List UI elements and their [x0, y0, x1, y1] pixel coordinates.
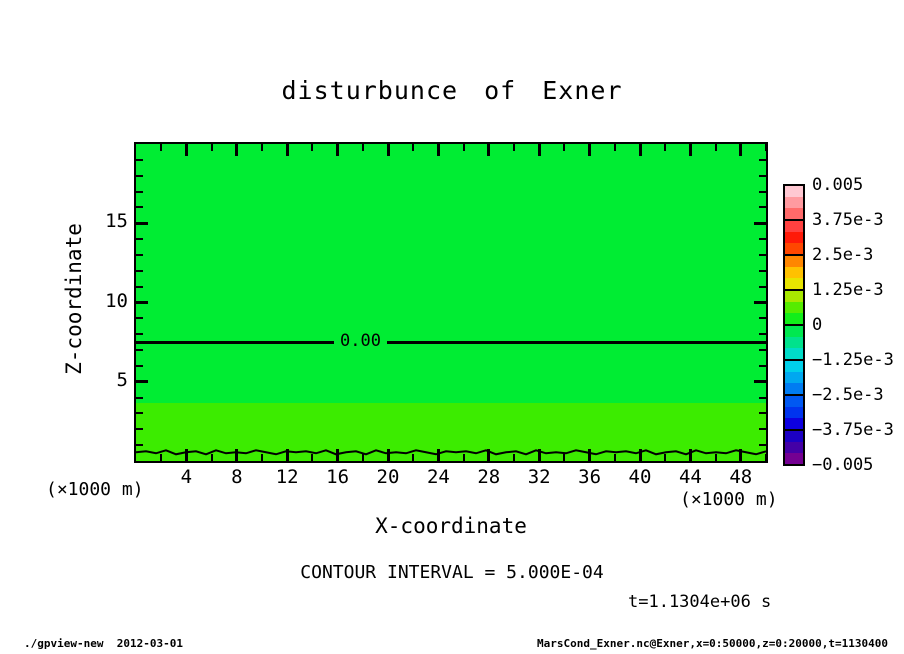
- colorbar-box-edge: [783, 324, 805, 326]
- y-minor-tick: [759, 270, 766, 272]
- y-minor-tick: [759, 238, 766, 240]
- y-minor-tick: [136, 317, 143, 319]
- x-tick-label: 40: [628, 466, 652, 488]
- x-major-tick: [639, 144, 642, 156]
- x-minor-tick: [513, 144, 515, 151]
- colorbar-box-edge: [783, 359, 805, 361]
- chart-title: disturbunce of Exner: [281, 76, 623, 105]
- colorbar-box-edge: [783, 219, 805, 221]
- y-minor-tick: [136, 238, 143, 240]
- x-major-tick: [538, 144, 541, 156]
- y-tick-label: 10: [105, 289, 128, 312]
- x-tick-label: 36: [578, 466, 602, 488]
- footer-file-text: MarsCond_Exner.nc@Exner,x=0:50000,z=0:20000,t=1130400: [537, 637, 888, 650]
- y-minor-tick: [759, 254, 766, 256]
- x-tick-label: 8: [231, 466, 243, 488]
- y-minor-tick: [136, 365, 143, 367]
- x-major-tick: [185, 144, 188, 156]
- x-major-tick: [588, 144, 591, 156]
- x-major-tick: [286, 144, 289, 156]
- x-minor-tick: [765, 144, 767, 151]
- surface-contour-line: [136, 442, 766, 463]
- plot-area: [134, 142, 768, 463]
- footer-command-text: ./gpview-new 2012-03-01: [24, 637, 183, 650]
- contour-interval-text: CONTOUR INTERVAL = 5.000E-04: [300, 562, 604, 583]
- colorbar-tick-label: −2.5e-3: [812, 385, 884, 405]
- y-major-tick: [754, 301, 766, 304]
- x-tick-label: 16: [326, 466, 350, 488]
- y-minor-tick: [759, 365, 766, 367]
- y-major-tick: [136, 301, 148, 304]
- y-minor-tick: [136, 286, 143, 288]
- colorbar-slice: [784, 337, 804, 349]
- x-minor-tick: [211, 144, 213, 151]
- colorbar-slice: [784, 185, 804, 197]
- colorbar-slice: [784, 302, 804, 314]
- x-major-tick: [387, 144, 390, 156]
- y-minor-tick: [136, 254, 143, 256]
- x-major-tick: [336, 144, 339, 156]
- x-minor-tick: [715, 144, 717, 151]
- y-minor-tick: [759, 286, 766, 288]
- y-major-tick: [754, 380, 766, 383]
- colorbar-slice: [784, 442, 804, 454]
- colorbar-tick-label: 3.75e-3: [812, 210, 884, 230]
- colorbar-slice: [784, 372, 804, 384]
- colorbar-slice: [784, 197, 804, 209]
- y-minor-tick: [759, 349, 766, 351]
- x-major-tick: [739, 144, 742, 156]
- y-minor-tick: [759, 191, 766, 193]
- x-tick-label: 32: [527, 466, 551, 488]
- y-minor-tick: [136, 333, 143, 335]
- colorbar-tick-label: 2.5e-3: [812, 245, 874, 265]
- colorbar-tick-label: 0: [812, 315, 823, 335]
- colorbar-tick-label: −0.005: [812, 455, 874, 475]
- x-axis-unit-label: (×1000 m): [680, 489, 778, 510]
- y-minor-tick: [136, 428, 143, 430]
- colorbar-box-edge: [783, 429, 805, 431]
- y-major-tick: [754, 222, 766, 225]
- x-tick-label: 48: [729, 466, 753, 488]
- colorbar-box-edge: [783, 184, 805, 186]
- x-tick-label: 24: [426, 466, 450, 488]
- colorbar-slice: [784, 267, 804, 279]
- x-minor-tick: [614, 144, 616, 151]
- x-major-tick: [689, 144, 692, 156]
- x-axis-title: X-coordinate: [375, 514, 527, 538]
- x-minor-tick: [261, 144, 263, 151]
- colorbar-box-edge: [783, 464, 805, 466]
- y-minor-tick: [136, 191, 143, 193]
- colorbar-slice: [784, 430, 804, 442]
- x-minor-tick: [412, 144, 414, 151]
- y-minor-tick: [136, 397, 143, 399]
- colorbar-slice: [784, 232, 804, 244]
- x-minor-tick: [362, 144, 364, 151]
- colorbar-slice: [784, 395, 804, 407]
- x-major-tick: [235, 144, 238, 156]
- y-minor-tick: [759, 428, 766, 430]
- colorbar-slice: [784, 325, 804, 337]
- y-minor-tick: [759, 317, 766, 319]
- x-tick-label: 4: [180, 466, 193, 488]
- y-minor-tick: [759, 175, 766, 177]
- y-minor-tick: [136, 175, 143, 177]
- x-minor-tick: [311, 144, 313, 151]
- y-minor-tick: [136, 206, 143, 208]
- colorbar: [784, 175, 894, 475]
- x-major-tick: [437, 144, 440, 156]
- y-minor-tick: [759, 159, 766, 161]
- x-tick-label: 44: [678, 466, 702, 488]
- y-axis-unit-label: (×1000 m): [46, 479, 144, 500]
- x-major-tick: [487, 144, 490, 156]
- y-major-tick: [136, 222, 148, 225]
- y-minor-tick: [136, 159, 143, 161]
- y-minor-tick: [136, 270, 143, 272]
- y-tick-label: 15: [105, 210, 128, 233]
- y-minor-tick: [759, 333, 766, 335]
- x-tick-label: 20: [376, 466, 400, 488]
- y-minor-tick: [759, 397, 766, 399]
- x-tick-label: 28: [477, 466, 501, 488]
- y-axis-title: Z-coordinate: [62, 223, 86, 375]
- x-minor-tick: [463, 144, 465, 151]
- fill-region: [136, 342, 766, 403]
- colorbar-box-edge: [783, 394, 805, 396]
- colorbar-tick-label: 1.25e-3: [812, 280, 884, 300]
- zero-contour-line: [136, 341, 766, 344]
- colorbar-slice: [784, 220, 804, 232]
- zero-contour-label: 0.00: [334, 331, 387, 352]
- colorbar-box-edge: [783, 289, 805, 291]
- colorbar-tick-label: −3.75e-3: [812, 420, 894, 440]
- x-minor-tick: [563, 144, 565, 151]
- y-minor-tick: [759, 412, 766, 414]
- colorbar-slice: [784, 255, 804, 267]
- x-minor-tick: [160, 144, 162, 151]
- time-annotation: t=1.1304e+06 s: [628, 592, 772, 612]
- colorbar-slice: [784, 290, 804, 302]
- y-minor-tick: [759, 206, 766, 208]
- y-minor-tick: [136, 349, 143, 351]
- colorbar-tick-label: −1.25e-3: [812, 350, 894, 370]
- y-tick-label: 5: [116, 368, 128, 391]
- y-major-tick: [136, 380, 148, 383]
- x-tick-label: 12: [275, 466, 299, 488]
- x-minor-tick: [664, 144, 666, 151]
- x-axis-tick-labels: [136, 466, 766, 488]
- colorbar-slice: [784, 407, 804, 419]
- colorbar-box-edge: [783, 254, 805, 256]
- colorbar-tick-label: 0.005: [812, 175, 864, 195]
- colorbar-slice: [784, 360, 804, 372]
- fill-region: [136, 144, 766, 342]
- y-minor-tick: [136, 412, 143, 414]
